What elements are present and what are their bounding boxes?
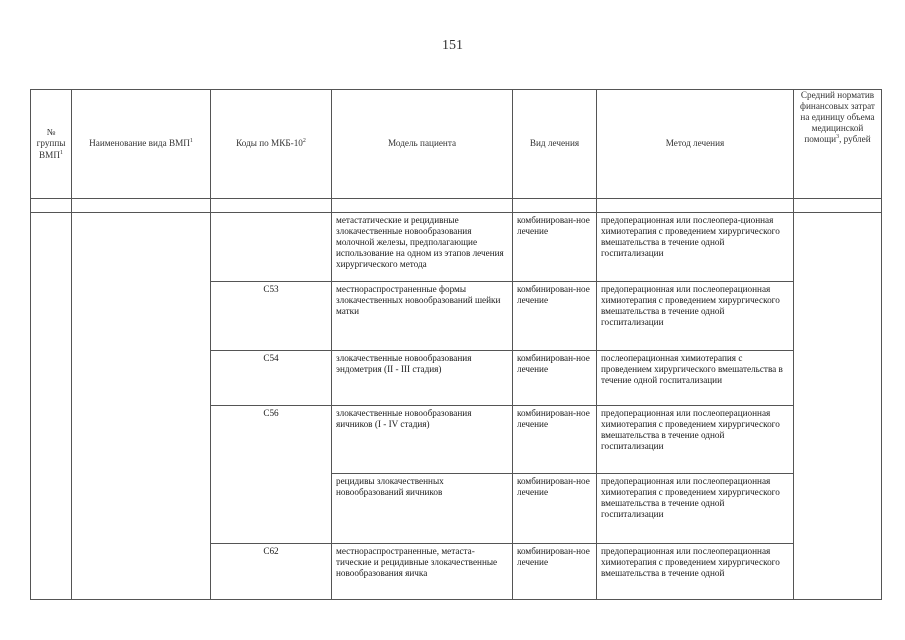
treatment-type-cell: комбинирован-ное лечение [513,282,597,351]
treatment-type-cell: комбинирован-ное лечение [513,544,597,600]
header-group: № группы ВМП$^1$ [31,90,72,199]
model-cell: злокачественные новообразования яичников (I - IV стадия) [332,406,513,474]
header-name: Наименование вида ВМП$^1$ [72,90,211,199]
group-cell [31,213,72,600]
method-cell: послеоперационная химиотерапия с проведением хирургического вмешательства в течение одной госпитализации [597,351,794,406]
model-cell: злокачественные новообразования эндометрия (II - III стадия) [332,351,513,406]
method-cell: предоперационная или послеопера-ционная химиотерапия с проведением хирургического вмешательства в течение одной госпитализации [597,213,794,282]
header-treatment-type: Вид лечения [513,90,597,199]
vmp-table [30,89,882,600]
code-cell: C62 [211,544,332,600]
column-number-row [31,199,882,213]
model-cell: местнораспространенные, метаста-тические и рецидивные злокачественные новообразования яичка [332,544,513,600]
model-cell: местнораспространенные формы злокачественных новообразований шейки матки [332,282,513,351]
header-model: Модель пациента [332,90,513,199]
vmp-name-cell [72,213,211,600]
treatment-type-cell: комбинирован-ное лечение [513,351,597,406]
page-number: 151 [442,38,463,53]
header-method: Метод лечения [597,90,794,199]
header-codes: Коды по МКБ-$10^2$ [211,90,332,199]
method-cell: предоперационная или послеоперационная химиотерапия с проведением хирургического вмешательства в течение одной госпитализации [597,282,794,351]
model-cell: метастатические и рецидивные злокачественные новообразования молочной железы, предполагающие использование на одном из этапов лечения хирургического метода [332,213,513,282]
method-cell: предоперационная или послеоперационная химиотерапия с проведением хирургического вмешательства в течение одной госпитализации [597,474,794,544]
method-cell: предоперационная или послеоперационная химиотерапия с проведением хирургического вмешательства в течение одной госпитализации [597,406,794,474]
table-row [31,213,882,282]
header-row [31,90,882,199]
model-cell: рецидивы злокачественных новообразований яичников [332,474,513,544]
code-cell: C54 [211,351,332,406]
treatment-type-cell: комбинирован-ное лечение [513,213,597,282]
header-cost: Средний норматив финансовых затрат на единицу объема медицинской помощи$^3$, рублей [794,90,882,199]
method-cell: предоперационная или послеоперационная химиотерапия с проведением хирургического вмешательства в течение одной [597,544,794,600]
treatment-type-cell: комбинирован-ное лечение [513,474,597,544]
code-cell: C53 [211,282,332,351]
code-cell [211,213,332,282]
code-cell: C56 [211,406,332,544]
cost-cell [794,213,882,600]
treatment-type-cell: комбинирован-ное лечение [513,406,597,474]
